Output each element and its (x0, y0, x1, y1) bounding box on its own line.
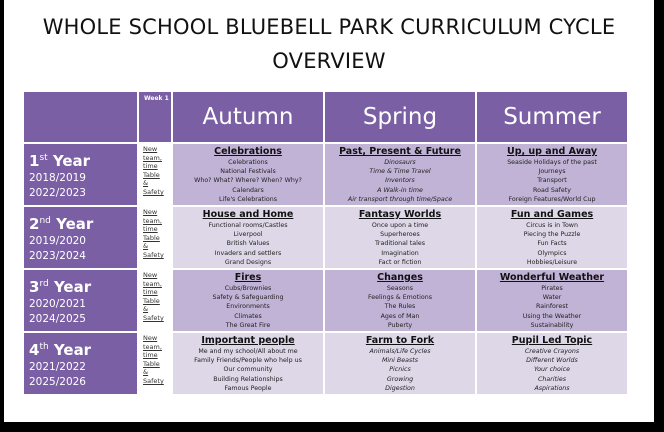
topic-title: Fantasy Worlds (358, 209, 442, 220)
topic-title: Pupil Led Topic (511, 335, 593, 346)
topic-cell (324, 332, 476, 395)
topic-item: Picnics (389, 366, 411, 374)
year-number: 4 (29, 341, 40, 359)
year-name (29, 148, 137, 171)
topic-item: Dinosaurs (384, 159, 416, 166)
week-1-link-text[interactable]: Table (143, 296, 160, 305)
year-word: Year (53, 341, 92, 359)
topic-cell (476, 206, 628, 269)
topic-item: Invaders and settlers (214, 249, 282, 257)
topic-item: Building Relationships (213, 375, 283, 383)
topic-item: The Great Fire (225, 321, 271, 329)
topic-cell (172, 332, 324, 395)
topic-item: Piecing the Puzzle (523, 231, 581, 239)
header-summer (476, 91, 628, 143)
week-1-link-text[interactable]: Safety (143, 187, 164, 196)
topic-item: Different Worlds (526, 357, 578, 365)
header-spring (324, 91, 476, 143)
topic-item: Circus is in Town (526, 222, 578, 229)
week-1-link-text[interactable]: & (143, 179, 149, 188)
year-row (23, 269, 628, 332)
title-line-2: OVERVIEW (272, 49, 386, 73)
topic-item: Life's Celebrations (218, 195, 278, 203)
topic-item: Grand Designs (224, 258, 272, 266)
season-summer: Summer (503, 104, 601, 130)
topic-title: Farm to Fork (365, 335, 435, 346)
topic-title: Fires (234, 272, 262, 283)
topic-cell (324, 143, 476, 206)
year-number: 3 (29, 278, 40, 296)
topic-item: Hobbies/Leisure (526, 258, 578, 266)
title-line-1: WHOLE SCHOOL BLUEBELL PARK CURRICULUM CYCLE (42, 15, 616, 39)
topic-item: Foreign Features/World Cup (508, 195, 596, 203)
topic-item: Olympics (537, 249, 567, 257)
week-1-link-text[interactable]: Safety (143, 376, 164, 385)
page-title (4, 10, 654, 78)
year-name (29, 337, 137, 360)
topic-item: Seaside Holidays of the past (507, 159, 597, 166)
cycle-year-1: 2018/2019 (29, 172, 86, 184)
week-1-link-text[interactable]: team, (143, 279, 162, 288)
header-corner (23, 91, 138, 143)
topic-cell (476, 143, 628, 206)
topic-item: The Rules (384, 303, 416, 311)
topic-item: Cubs/Brownies (224, 285, 272, 292)
topic-item: Digestion (385, 384, 415, 392)
topic-item: Climates (234, 312, 262, 320)
topic-item: Famous People (224, 384, 272, 392)
topic-item: Fun Facts (537, 240, 567, 248)
header-row (23, 91, 628, 143)
week-1-link-text[interactable]: Table (143, 233, 160, 242)
week-1-link-text[interactable]: & (143, 242, 149, 251)
topic-item: Safety & Safeguarding (212, 294, 284, 302)
topic-cell (172, 206, 324, 269)
topic-item: Fact or fiction (378, 258, 422, 266)
topic-item: Superheroes (380, 231, 420, 239)
topic-item: Once upon a time (371, 222, 429, 229)
topic-item: Seasons (386, 285, 414, 292)
week-1-cell[interactable] (138, 206, 172, 269)
week-1-link-text[interactable]: Table (143, 170, 160, 179)
year-word: Year (56, 215, 94, 233)
year-cell (23, 269, 138, 332)
topic-title: Past, Present & Future (339, 146, 461, 157)
topic-item: Water (542, 294, 562, 302)
year-word: Year (53, 278, 92, 296)
week-1-link-text[interactable]: time (143, 288, 158, 297)
year-suffix: rd (39, 279, 49, 289)
cycle-year-2: 2024/2025 (29, 313, 86, 325)
week-1-cell[interactable] (138, 143, 172, 206)
topic-item: Animals/Life Cycles (369, 348, 431, 355)
topic-item: Rainforest (536, 303, 568, 311)
year-cell (23, 206, 138, 269)
year-number: 2 (29, 215, 40, 233)
topic-title: Changes (377, 272, 423, 283)
week-label: Week 1 (144, 95, 169, 102)
topic-item: Mini Beasts (381, 357, 418, 365)
topic-cell (324, 206, 476, 269)
year-name (29, 274, 137, 297)
year-number: 1 (29, 152, 40, 170)
week-1-link-text[interactable]: time (143, 162, 158, 171)
cycle-year-1: 2019/2020 (29, 235, 86, 247)
topic-title: Fun and Games (510, 209, 594, 220)
topic-item: Calendars (232, 186, 264, 194)
cycle-year-1: 2021/2022 (29, 361, 86, 373)
topic-item: Celebrations (228, 159, 268, 166)
week-1-link-text[interactable]: Table (143, 359, 160, 368)
year-suffix: th (39, 342, 49, 352)
week-1-link-text[interactable]: team, (143, 342, 162, 351)
topic-item: Liverpool (233, 231, 263, 239)
topic-item: Inventors (385, 177, 415, 185)
topic-item: Road Safety (533, 186, 571, 194)
cycle-year-2: 2022/2023 (29, 187, 86, 199)
season-spring: Spring (362, 104, 438, 130)
topic-item: Family Friends/People who help us (194, 357, 302, 365)
cycle-year-2: 2025/2026 (29, 376, 86, 388)
document-page (4, 0, 654, 422)
topic-item: National Festivals (220, 168, 276, 176)
topic-item: Our community (223, 366, 273, 374)
year-word: Year (52, 152, 91, 170)
cycle-year-1: 2020/2021 (29, 298, 86, 310)
topic-item: Ages of Man (380, 312, 420, 320)
week-1-link-text[interactable]: New (143, 271, 158, 279)
topic-item: Growing (386, 375, 414, 383)
topic-item: Air transport through time/Space (347, 195, 453, 203)
topic-cell (172, 143, 324, 206)
year-cell (23, 332, 138, 395)
topic-title: Celebrations (214, 146, 282, 157)
topic-title: Important people (201, 335, 295, 346)
week-1-link-text[interactable]: team, (143, 216, 162, 225)
week-1-link-text[interactable]: & (143, 368, 149, 377)
topic-item: Journeys (538, 168, 566, 176)
week-1-link-text[interactable]: Safety (143, 250, 164, 259)
topic-item: Functional rooms/Castles (208, 222, 288, 229)
topic-item: Imagination (381, 249, 419, 257)
week-1-link-text[interactable]: New (143, 145, 158, 153)
topic-item: Pirates (541, 285, 563, 292)
season-autumn: Autumn (202, 104, 294, 130)
year-cell (23, 143, 138, 206)
topic-title: House and Home (202, 209, 294, 220)
year-suffix: st (39, 153, 48, 163)
topic-item: Time & Time Travel (369, 168, 431, 176)
topic-cell (476, 269, 628, 332)
topic-item: Aspirations (534, 384, 570, 392)
topic-item: Charities (538, 375, 566, 383)
topic-title: Wonderful Weather (499, 272, 605, 283)
week-1-link-text[interactable]: Safety (143, 313, 164, 322)
topic-item: Your choice (534, 366, 570, 374)
year-row (23, 143, 628, 206)
topic-item: Sustainability (530, 321, 574, 329)
week-1-link-text[interactable]: & (143, 305, 149, 314)
week-1-cell[interactable] (138, 269, 172, 332)
year-suffix: nd (39, 216, 51, 226)
year-name (29, 211, 137, 234)
topic-item: Who? What? Where? When? Why? (194, 177, 302, 185)
topic-item: Me and my school/All about me (198, 348, 298, 355)
cycle-year-2: 2023/2024 (29, 250, 86, 262)
topic-item: Environments (226, 303, 270, 311)
topic-item: Using the Weather (522, 312, 582, 320)
header-week (138, 91, 172, 143)
topic-item: Transport (537, 177, 567, 185)
topic-item: Feelings & Emotions (367, 294, 432, 302)
year-row (23, 206, 628, 269)
topic-cell (324, 269, 476, 332)
topic-item: Traditional tales (374, 240, 426, 248)
year-row (23, 332, 628, 395)
topic-cell (476, 332, 628, 395)
topic-item: Creative Crayons (524, 348, 580, 355)
topic-title: Up, up and Away (506, 146, 598, 157)
week-1-link-text[interactable]: New (143, 208, 158, 216)
curriculum-table (22, 90, 629, 396)
week-1-link-text[interactable]: time (143, 225, 158, 234)
week-1-link-text[interactable]: time (143, 351, 158, 360)
topic-cell (172, 269, 324, 332)
week-1-link-text[interactable]: team, (143, 153, 162, 162)
topic-item: A Walk-in time (377, 186, 423, 194)
week-1-link-text[interactable]: New (143, 334, 158, 342)
week-1-cell[interactable] (138, 332, 172, 395)
topic-item: Puberty (387, 321, 413, 329)
header-autumn (172, 91, 324, 143)
topic-item: British Values (226, 240, 270, 248)
